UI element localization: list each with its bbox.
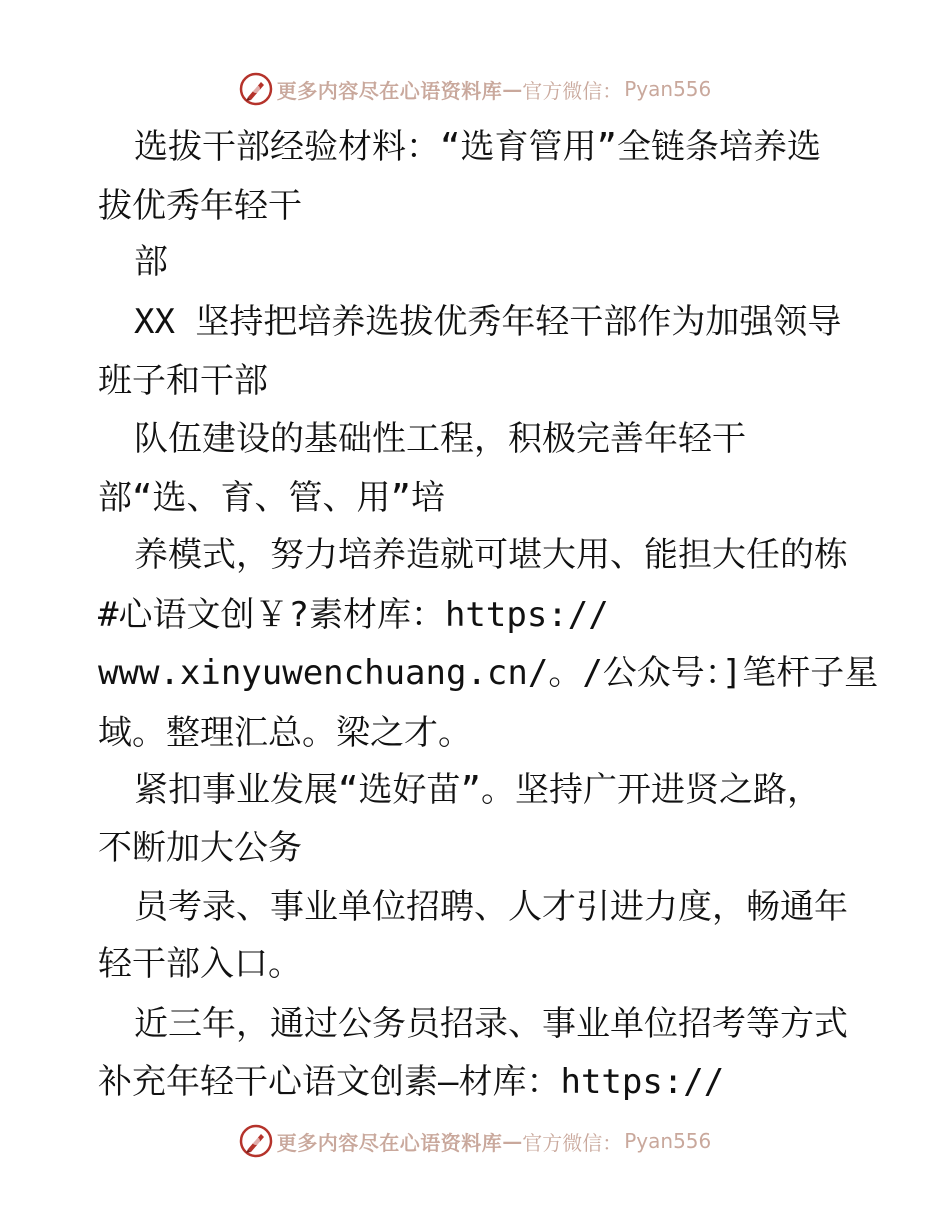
watermark-site-text: 更多内容尽在心语资料库 bbox=[276, 1130, 503, 1155]
paragraph-line: www.xinyuwenchuang.cn/。/公众号：]笔杆子星 bbox=[98, 653, 879, 693]
title-line-1: 选拔干部经验材料：“选育管用”全链条培养选 bbox=[134, 127, 821, 167]
watermark-site-text: 更多内容尽在心语资料库 bbox=[276, 78, 503, 103]
paragraph-line: XX 坚持把培养选拔优秀年轻干部作为加强领导 bbox=[134, 302, 842, 342]
footer-watermark bbox=[0, 1121, 950, 1161]
watermark-separator: — bbox=[502, 77, 523, 101]
watermark-separator: — bbox=[502, 1129, 523, 1153]
pen-logo-icon bbox=[239, 72, 273, 106]
paragraph-line: 轻干部入口。 bbox=[98, 944, 302, 984]
paragraph-line: 不断加大公务 bbox=[98, 828, 302, 868]
paragraph-line: 班子和干部 bbox=[98, 361, 268, 401]
watermark-wechat-label: 官方微信： bbox=[522, 78, 623, 103]
paragraph-line: 养模式，努力培养造就可堪大用、能担大任的栋 bbox=[134, 535, 848, 575]
paragraph-line: 近三年，通过公务员招录、事业单位招考等方式 bbox=[134, 1004, 848, 1044]
watermark-wechat-id: Pyan556 bbox=[624, 77, 712, 101]
paragraph-line: 补充年轻干心语文创素—材库：https:// bbox=[98, 1062, 725, 1102]
watermark-wechat-label: 官方微信： bbox=[522, 1130, 623, 1155]
title-line-2: 拔优秀年轻干 bbox=[98, 186, 302, 226]
paragraph-line: #心语文创￥?素材库：https:// bbox=[98, 595, 609, 635]
paragraph-line: 队伍建设的基础性工程，积极完善年轻干 bbox=[134, 419, 746, 459]
paragraph-line: 域。整理汇总。梁之才。 bbox=[98, 713, 472, 753]
paragraph-line: 员考录、事业单位招聘、人才引进力度，畅通年 bbox=[134, 887, 848, 927]
watermark-wechat-id: Pyan556 bbox=[624, 1129, 712, 1153]
pen-logo-icon bbox=[239, 1124, 273, 1158]
header-watermark bbox=[0, 69, 950, 109]
title-line-3: 部 bbox=[134, 242, 168, 282]
paragraph-line: 部“选、育、管、用”培 bbox=[98, 478, 445, 518]
paragraph-line: 紧扣事业发展“选好苗”。坚持广开进贤之路， bbox=[134, 770, 821, 810]
